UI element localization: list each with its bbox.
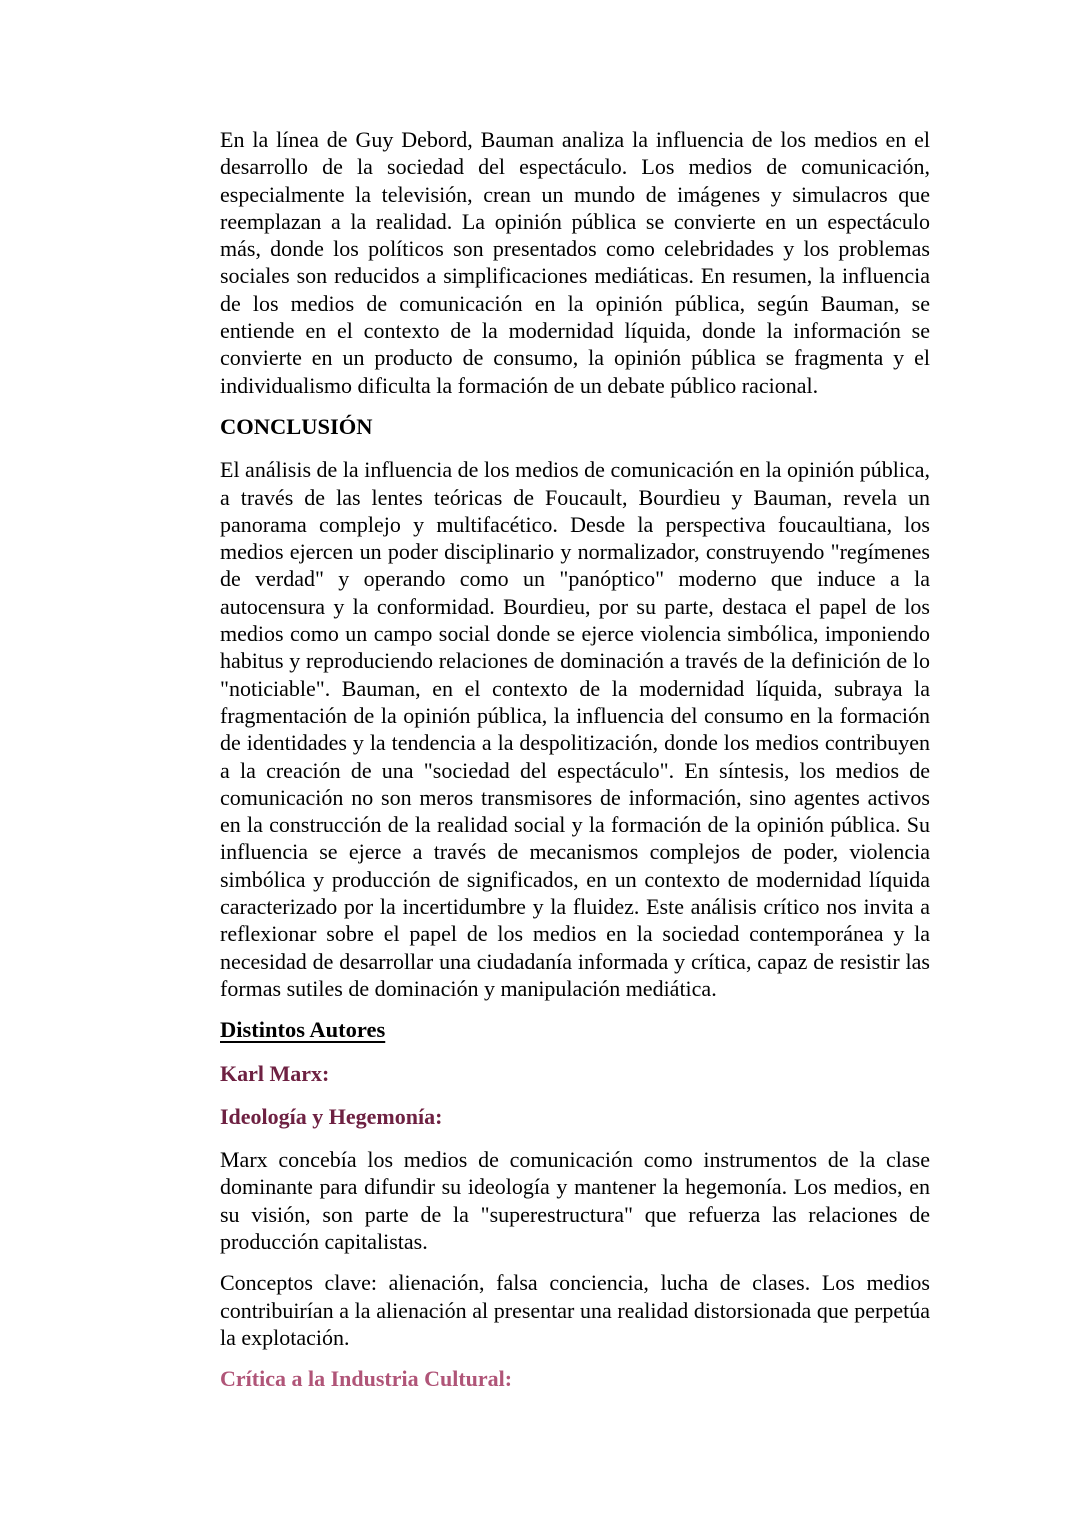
heading-distintos-autores: Distintos Autores [220, 1017, 386, 1043]
heading-conclusion: CONCLUSIÓN [220, 413, 373, 439]
paragraph-conclusion-analysis: El análisis de la influencia de los medios de comunicación en la opinión pública, a través de las lentes teóricas de Foucault, Bourdieu y Bauman, revela un panorama complejo y multifacético. Desde la perspectiva foucaultiana, los medios ejercen un poder disciplinario y normalizador, construyendo "regímenes de verdad" y operando como un "panóptico" moderno que induce a la autocensura y la conformidad. Bourdieu, por su parte, destaca el papel de los medios como un campo social donde se ejerce violencia simbólica, imponiendo habitus y reproduciendo relaciones de dominación a través de la definición de lo "noticiable". Bauman, en el contexto de la modernidad líquida, subraya la fragmentación de la opinión pública, la influencia del consumo en la formación de identidades y la tendencia a la despolitización, donde los medios contribuyen a la creación de una "sociedad del espectáculo". En síntesis, los medios de comunicación no son meros transmisores de información, sino agentes activos en la construcción de la realidad social y la formación de la opinión pública. Su influencia se ejerce a través de mecanismos complejos de poder, violencia simbólica y producción de significados, en un contexto de modernidad líquida caracterizado por la incertidumbre y la fluidez. Este análisis crítico nos invita a reflexionar sobre el papel de los medios en la sociedad contemporánea y la necesidad de desarrollar una ciudadanía informada y crítica, capaz de resistir las formas sutiles de dominación y manipulación mediática. [220, 457, 930, 1001]
paragraph-bauman-debord: En la línea de Guy Debord, Bauman analiza la influencia de los medios en el desarrollo de la sociedad del espectáculo. Los medios de comunicación, especialmente la televisión, crean un mundo de imágenes y simulacros que reemplazan a la realidad. La opinión pública se convierte en un espectáculo más, donde los políticos son presentados como celebridades y los problemas sociales son reducidos a simplificaciones mediáticas. En resumen, la influencia de los medios de comunicación en la opinión pública, según Bauman, se entiende en el contexto de la modernidad líquida, donde la información se convierte en un producto de consumo, la opinión pública se fragmenta y el individualismo dificulta la formación de un debate público racional. [220, 127, 930, 398]
subheading-critica-industria-cultural: Crítica a la Industria Cultural: [220, 1366, 513, 1392]
paragraph-marx-medios: Marx concebía los medios de comunicación como instrumentos de la clase dominante para difundir su ideología y mantener la hegemonía. Los medios, en su visión, son parte de la "superestructura" que refuerza las relaciones de producción capitalistas. [220, 1147, 930, 1254]
subheading-karl-marx: Karl Marx: [220, 1060, 330, 1086]
paragraph-conceptos-clave: Conceptos clave: alienación, falsa conciencia, lucha de clases. Los medios contribuirían a la alienación al presentar una realidad distorsionada que perpetúa la explotación. [220, 1270, 930, 1350]
subheading-ideologia-hegemonia: Ideología y Hegemonía: [220, 1103, 443, 1129]
